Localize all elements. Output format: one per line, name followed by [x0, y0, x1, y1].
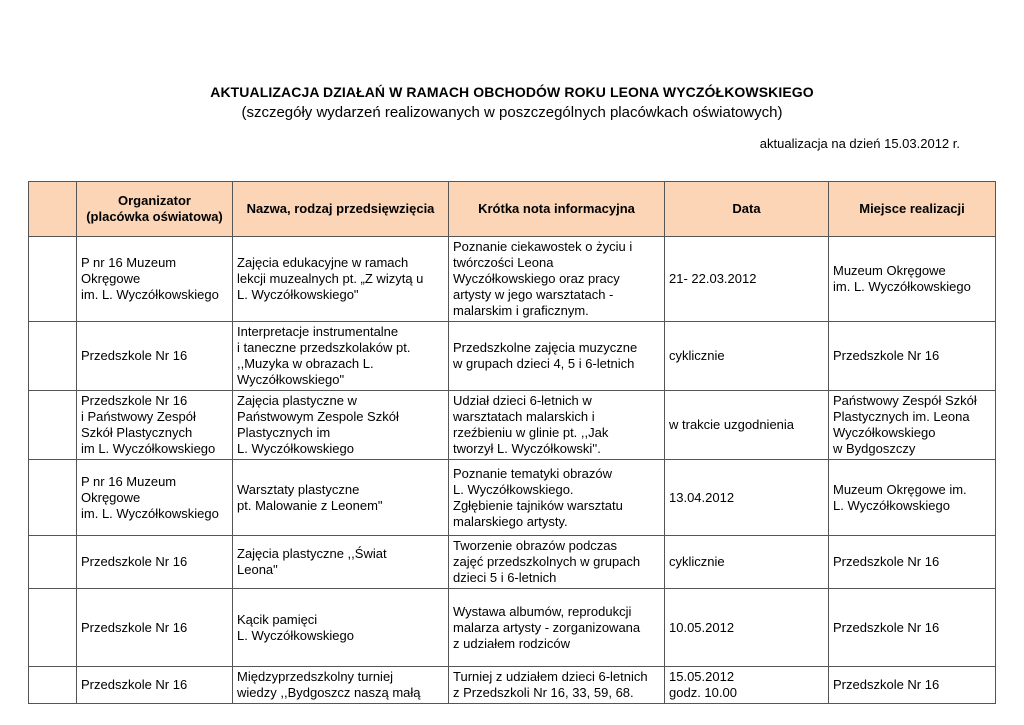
organizer-cell: P nr 16 Muzeum Okręgowe im. L. Wyczółkowskiego: [77, 237, 233, 322]
organizer-cell: Przedszkole Nr 16: [77, 589, 233, 667]
organizer-cell: P nr 16 Muzeum Okręgowe im. L. Wyczółkowskiego: [77, 460, 233, 536]
table-row: [29, 536, 996, 589]
date-cell: cyklicznie: [665, 322, 829, 391]
date-cell: 13.04.2012: [665, 460, 829, 536]
header-date: Data: [665, 182, 829, 237]
name-cell: Międzyprzedszkolny turniej wiedzy ,,Bydgoszcz naszą małą: [233, 667, 449, 704]
header-number-cell: [29, 182, 77, 237]
row-number-cell: [29, 589, 77, 667]
document-title: AKTUALIZACJA DZIAŁAŃ W RAMACH OBCHODÓW ROKU LEONA WYCZÓŁKOWSKIEGO: [210, 84, 814, 100]
date-cell: 21- 22.03.2012: [665, 237, 829, 322]
table-row: [29, 460, 996, 536]
organizer-cell: Przedszkole Nr 16: [77, 322, 233, 391]
date-cell: 15.05.2012 godz. 10.00: [665, 667, 829, 704]
document-subtitle: (szczegóły wydarzeń realizowanych w poszczególnych placówkach oświatowych): [241, 104, 783, 121]
header-note: Krótka nota informacyjna: [449, 182, 665, 237]
table-row: [29, 589, 996, 667]
place-cell: Przedszkole Nr 16: [829, 667, 996, 704]
table-row: [29, 667, 996, 704]
table-header-row: [29, 182, 996, 237]
name-cell: Zajęcia plastyczne ,,Świat Leona": [233, 536, 449, 589]
row-number-cell: [29, 667, 77, 704]
place-cell: Przedszkole Nr 16: [829, 322, 996, 391]
row-number-cell: [29, 237, 77, 322]
note-cell: Turniej z udziałem dzieci 6-letnich z Przedszkoli Nr 16, 33, 59, 68.: [449, 667, 665, 704]
note-cell: Poznanie ciekawostek o życiu i twórczości Leona Wyczółkowskiego oraz pracy artysty w jego warsztatach - malarskim i graficznym.: [449, 237, 665, 322]
name-cell: Warsztaty plastyczne pt. Malowanie z Leonem": [233, 460, 449, 536]
place-cell: Muzeum Okręgowe im. L. Wyczółkowskiego: [829, 237, 996, 322]
note-cell: Wystawa albumów, reprodukcji malarza artysty - zorganizowana z udziałem rodziców: [449, 589, 665, 667]
place-cell: Przedszkole Nr 16: [829, 536, 996, 589]
header-organizer: Organizator (placówka oświatowa): [77, 182, 233, 237]
table-row: [29, 237, 996, 322]
table-row: [29, 391, 996, 460]
name-cell: Kącik pamięci L. Wyczółkowskiego: [233, 589, 449, 667]
row-number-cell: [29, 536, 77, 589]
date-cell: w trakcie uzgodnienia: [665, 391, 829, 460]
events-table: [28, 181, 996, 704]
row-number-cell: [29, 322, 77, 391]
row-number-cell: [29, 460, 77, 536]
place-cell: Przedszkole Nr 16: [829, 589, 996, 667]
name-cell: Zajęcia edukacyjne w ramach lekcji muzealnych pt. „Z wizytą u L. Wyczółkowskiego": [233, 237, 449, 322]
header-place: Miejsce realizacji: [829, 182, 996, 237]
date-cell: 10.05.2012: [665, 589, 829, 667]
note-cell: Tworzenie obrazów podczas zajęć przedszkolnych w grupach dzieci 5 i 6-letnich: [449, 536, 665, 589]
update-date-note: aktualizacja na dzień 15.03.2012 r.: [759, 136, 960, 151]
name-cell: Interpretacje instrumentalne i taneczne przedszkolaków pt. ,,Muzyka w obrazach L. Wyczółkowskiego": [233, 322, 449, 391]
organizer-cell: Przedszkole Nr 16: [77, 536, 233, 589]
organizer-cell: Przedszkole Nr 16: [77, 667, 233, 704]
date-cell: cyklicznie: [665, 536, 829, 589]
header-name: Nazwa, rodzaj przedsięwzięcia: [233, 182, 449, 237]
place-cell: Muzeum Okręgowe im. L. Wyczółkowskiego: [829, 460, 996, 536]
note-cell: Poznanie tematyki obrazów L. Wyczółkowskiego. Zgłębienie tajników warsztatu malarskiego artysty.: [449, 460, 665, 536]
place-cell: Państwowy Zespół Szkół Plastycznych im. Leona Wyczółkowskiego w Bydgoszczy: [829, 391, 996, 460]
organizer-cell: Przedszkole Nr 16 i Państwowy Zespół Szkół Plastycznych im L. Wyczółkowskiego: [77, 391, 233, 460]
note-cell: Udział dzieci 6-letnich w warsztatach malarskich i rzeźbieniu w glinie pt. ,,Jak tworzył L. Wyczółkowski''.: [449, 391, 665, 460]
row-number-cell: [29, 391, 77, 460]
note-cell: Przedszkolne zajęcia muzyczne w grupach dzieci 4, 5 i 6-letnich: [449, 322, 665, 391]
name-cell: Zajęcia plastyczne w Państwowym Zespole Szkół Plastycznych im L. Wyczółkowskiego: [233, 391, 449, 460]
table-row: [29, 322, 996, 391]
